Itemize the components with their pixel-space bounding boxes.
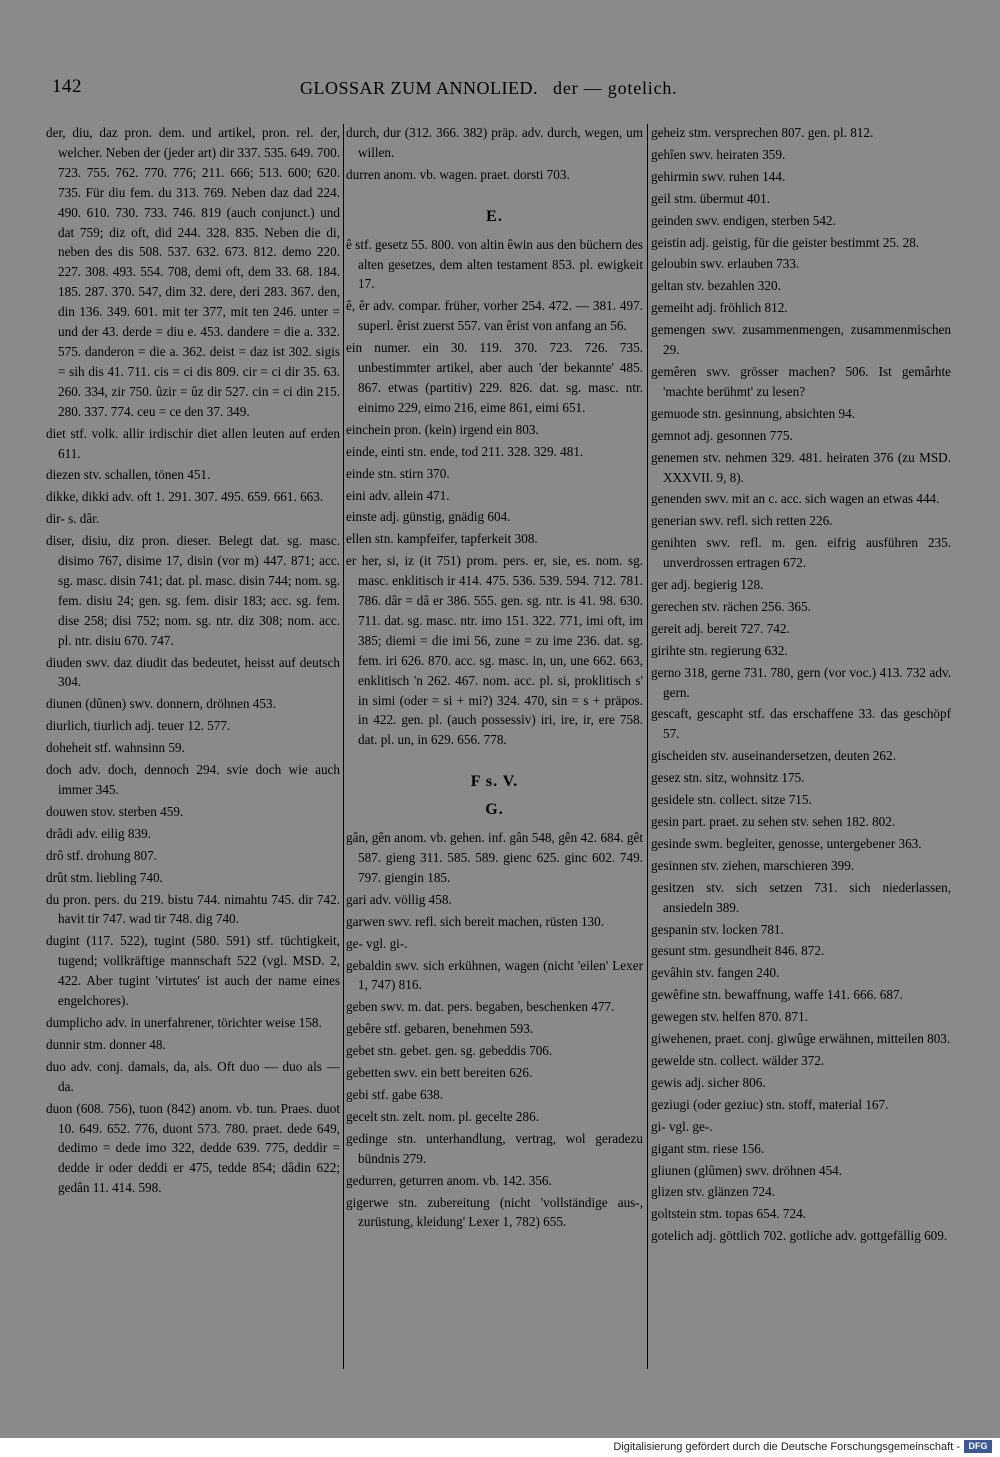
glossary-entry: gebaldin swv. sich erkühnen, wagen (nicht 'eilen' Lexer 1, 747) 816. — [346, 957, 643, 993]
glossary-entry: ê stf. gesetz 55. 800. von altin êwin aus den büchern des alten gesetzes, dem alten testament 853. pl. ewigkeit 17. — [346, 236, 643, 292]
glossary-entry: gesitzen stv. sich setzen 731. sich niederlassen, ansiedeln 389. — [651, 879, 951, 915]
glossary-entry: diezen stv. schallen, tönen 451. — [46, 467, 211, 483]
glossary-entry: generian swv. refl. sich retten 226. — [651, 513, 833, 529]
glossary-entry: einde, einti stn. ende, tod 211. 328. 329. 481. — [346, 443, 584, 459]
glossary-entry: gewêfine stn. bewaffnung, waffe 141. 666. 687. — [651, 987, 903, 1003]
section-letter-e: E. — [486, 207, 503, 225]
glossary-entry: gesin part. praet. zu sehen stv. sehen 182. 802. — [651, 814, 896, 829]
glossary-entry: gemengen swv. zusammenmengen, zusammenmischen 29. — [651, 322, 951, 358]
glossary-entry: gari adv. völlig 458. — [346, 891, 452, 907]
glossary-entry: gemêren swv. grösser machen? 506. Ist gemârhte 'machte berühmt' zu lesen? — [651, 363, 951, 399]
glossary-entry: gesinde swm. begleiter, genosse, untergebener 363. — [651, 835, 922, 851]
column-divider — [647, 124, 648, 1369]
glossary-entry: duon (608. 756), tuon (842) anom. vb. tun. Praes. duot 10. 649. 652. 776, duont 573. 780. praet. dede 649, dedimo = dede imo 322, dedde 639. 775, deddir = dedde ir oder deddi er 475, tedde 854; dâdin 622; gedân 11. 414. 598. — [46, 1100, 340, 1196]
glossary-entry: gesez stn. sitz, wohnsitz 175. — [651, 770, 805, 786]
glossary-entry: gehîen swv. heiraten 359. — [651, 146, 786, 162]
glossary-entry: gebêre stf. gebaren, benehmen 593. — [346, 1021, 534, 1037]
glossary-entry: der, diu, daz pron. dem. und artikel, pron. rel. der, welcher. Neben der (jeder art) dir 337. 535. 649. 700. 723. 755. 762. 770. 776; 211. 666; 513. 600; 620. 735. Für diu fem. du 313. 769. Neben daz dad 224. 490. 610. 730. 733. 746. 819 (auch conjunct.) und dat 759; diz oft, did 244. 328. 835. Neben die di, neben des dis 508. 537. 632. 673. 812. demo 220. 227. 308. 493. 554. 708, demi oft, dem 33. 68. 184. 185. 287. 370. 547, dim 32. dere, deri 283. 367. den, din 136. 349. 601. mit ter 377, mit ten 246. unter = und der 43. derde = diu e. 453. dandere = die a. 332. 575. danderon = die a. 362. deist = daz ist 302. sigis = sih dis 41. 711. cis = ci dis 809. cir = ci dir 35. 63. 260. 334, zir 750. ûzir = ûz dir 527. cin = ci din 215. 280. 337. 774. ceu = ce den 37. 349. — [46, 125, 340, 419]
glossary-entry: gevâhin stv. fangen 240. — [651, 965, 780, 981]
glossary-entry: gliunen (glûmen) swv. dröhnen 454. — [651, 1162, 843, 1178]
glossary-entry: gi- vgl. ge-. — [651, 1118, 713, 1134]
glossary-entry: einchein pron. (kein) irgend ein 803. — [346, 421, 539, 437]
glossary-entry: gischeiden stv. auseinandersetzen, deuten 262. — [651, 748, 896, 764]
glossary-entry: durch, dur (312. 366. 382) präp. adv. durch, wegen, um willen. — [346, 125, 643, 160]
glossary-entry: dir- s. dâr. — [46, 511, 100, 527]
entries-d-continued — [346, 123, 643, 185]
glossary-entry: ê, êr adv. compar. früher, vorher 254. 472. — 381. 497. superl. êrist zuerst 557. van êrist von anfang an 56. — [346, 298, 643, 334]
glossary-column-1 — [46, 123, 340, 1200]
glossary-entry: drô stf. drohung 807. — [46, 847, 157, 863]
glossary-entry: genihten swv. refl. m. gen. eifrig ausführen 235. unverdrossen ertragen 672. — [651, 535, 951, 571]
glossary-entry: einde stn. stirn 370. — [346, 465, 450, 481]
glossary-entry: doch adv. doch, dennoch 294. svie doch wie auch immer 345. — [46, 762, 340, 797]
running-header — [40, 72, 960, 102]
glossary-entry: dugint (117. 522), tugint (580. 591) stf. tüchtigkeit, tugend; vollkräftige mannschaft 522 (vgl. MSD. 2, 422. Aber tugint 'virtutes' ist auch der name eines engelchores). — [46, 933, 340, 1009]
glossary-entry: einste adj. günstig, gnädig 604. — [346, 509, 511, 525]
glossary-entry: girihte stn. regierung 632. — [651, 642, 788, 658]
glossary-entry: dumplicho adv. in unerfahrener, törichter weise 158. — [46, 1014, 322, 1030]
glossary-entry: gotelich adj. göttlich 702. gotliche adv. gottgefällig 609. — [651, 1228, 948, 1244]
glossary-entry: gesinnen stv. ziehen, marschieren 399. — [651, 857, 855, 873]
glossary-entry: ge- vgl. gi-. — [346, 935, 408, 951]
column-divider — [343, 124, 344, 1369]
glossary-entry: gespanin stv. locken 781. — [651, 921, 784, 937]
glossary-entry: dikke, dikki adv. oft 1. 291. 307. 495. 659. 661. 663. — [46, 489, 324, 505]
glossary-entry: ellen stn. kampfeifer, tapferkeit 308. — [346, 531, 538, 547]
glossary-entry: doheheit stf. wahnsinn 59. — [46, 740, 185, 756]
glossary-entry: geben swv. m. dat. pers. begaben, beschenken 477. — [346, 999, 615, 1015]
section-letter-g: G. — [485, 801, 504, 819]
glossary-entry: genenden swv. mit an c. acc. sich wagen an etwas 444. — [651, 491, 940, 507]
glossary-column-2 — [346, 123, 643, 1234]
glossary-entry: douwen stov. sterben 459. — [46, 803, 184, 819]
glossary-entry: drâdi adv. eilig 839. — [46, 825, 151, 841]
glossary-entry: gigant stm. riese 156. — [651, 1140, 765, 1156]
glossary-entry: gigerwe stn. zubereitung (nicht 'vollständige aus-, zurüstung, kleidung' Lexer 1, 782) 655. — [346, 1194, 643, 1230]
section-letter-f: F s. V. — [470, 773, 519, 791]
glossary-entry: diet stf. volk. allir irdischir diet allen leuten auf erden 611. — [46, 425, 340, 461]
glossary-entry: geistin adj. geistig, für die geister bestimmt 25. 28. — [651, 234, 920, 250]
glossary-entry: goltstein stm. topas 654. 724. — [651, 1206, 806, 1222]
glossary-entry: gemuode stn. gesinnung, absichten 94. — [651, 405, 856, 421]
glossary-entry: gerno 318, gerne 731. 780, gern (vor voc.) 413. 732 adv. gern. — [651, 664, 951, 700]
glossary-column-3 — [651, 123, 951, 1248]
glossary-entry: diunen (dûnen) swv. donnern, dröhnen 453. — [46, 696, 276, 712]
glossary-entry: ger adj. begierig 128. — [651, 577, 764, 593]
glossary-entry: durren anom. vb. wagen. praet. dorsti 703. — [346, 166, 570, 182]
header-range: der — gotelich. — [553, 78, 678, 98]
glossary-entry: diuden swv. daz diudit das bedeutet, heisst auf deutsch 304. — [46, 654, 340, 690]
glossary-entry: gebet stn. gebet. gen. sg. gebeddis 706. — [346, 1043, 553, 1059]
glossary-entry: gescaft, gescapht stf. das erschaffene 33. das geschöpf 57. — [651, 706, 951, 742]
glossary-entry: geinden swv. endigen, sterben 542. — [651, 212, 836, 228]
glossary-entry: gemeiht adj. fröhlich 812. — [651, 300, 788, 316]
glossary-entry: glizen stv. glänzen 724. — [651, 1184, 776, 1200]
digitization-footer — [0, 1438, 1000, 1457]
glossary-entry: du pron. pers. du 219. bistu 744. nimahtu 745. dir 742. havit tir 747. wad tir 748. dig 740. — [46, 891, 340, 927]
glossary-entry: geloubin swv. erlauben 733. — [651, 256, 800, 272]
glossary-entry: gereit adj. bereit 727. 742. — [651, 620, 790, 636]
glossary-entry: geil stm. übermut 401. — [651, 190, 771, 206]
glossary-entry: ein numer. ein 30. 119. 370. 723. 726. 735. unbestimmter artikel, aber auch 'der bekannte' 485. 867. etwas (partitiv) 229. 826. dat. sg. masc. ntr. einimo 229, eimo 216, eime 861, eimi 651. — [346, 340, 643, 415]
glossary-entry: gedinge stn. unterhandlung, vertrag, wol geradezu bündnis 279. — [346, 1130, 643, 1166]
header-title: GLOSSAR ZUM ANNOLIED. — [300, 78, 539, 98]
entries-g — [346, 828, 643, 1232]
glossary-entry: duo adv. conj. damals, da, als. Oft duo — duo als — da. — [46, 1058, 340, 1094]
dfg-logo: DFG — [964, 1440, 992, 1453]
glossary-entry: gehirmin swv. ruhen 144. — [651, 168, 786, 184]
glossary-entry: diurlich, tiurlich adj. teuer 12. 577. — [46, 718, 231, 734]
glossary-entry: gecelt stn. zelt. nom. pl. gecelte 286. — [346, 1108, 539, 1124]
glossary-entry: gesidele stn. collect. sitze 715. — [651, 792, 812, 808]
glossary-entry: eini adv. allein 471. — [346, 487, 450, 503]
footer-text: Digitalisierung gefördert durch die Deutsche Forschungsgemeinschaft - — [613, 1441, 960, 1453]
glossary-entry: gerechen stv. rächen 256. 365. — [651, 598, 811, 614]
glossary-entry: gewegen stv. helfen 870. 871. — [651, 1009, 808, 1025]
glossary-entry: genemen stv. nehmen 329. 481. heiraten 376 (zu MSD. XXXVII. 9, 8). — [651, 449, 951, 485]
glossary-entry: garwen swv. refl. sich bereit machen, rüsten 130. — [346, 913, 605, 929]
glossary-entry: geziugi (oder geziuc) stn. stoff, material 167. — [651, 1096, 889, 1112]
glossary-entry: gewis adj. sicher 806. — [651, 1074, 766, 1090]
glossary-entry: diser, disiu, diz pron. dieser. Belegt dat. sg. masc. disimo 767, disime 17, disin (vor m) 447. 871; acc. sg. masc. disin 741; dat. pl. masc. disin 744; nom. sg. fem. disiu 24; gen. sg. fem. disir 183; acc. sg. fem. dise 258; disi 752; nom. sg. ntr. diz 308; nom. acc. pl. ntr. disiu 670. 747. — [46, 533, 340, 648]
page-number: 142 — [52, 76, 82, 97]
glossary-entry: dunnir stm. donner 48. — [46, 1036, 166, 1052]
entries-e — [346, 235, 643, 751]
glossary-entry: giwehenen, praet. conj. giwûge erwähnen, mitteilen 803. — [651, 1031, 951, 1047]
glossary-entry: gewelde stn. collect. wälder 372. — [651, 1052, 825, 1068]
glossary-entry: gebetten swv. ein bett bereiten 626. — [346, 1065, 533, 1081]
glossary-entry: geheiz stm. versprechen 807. gen. pl. 812. — [651, 125, 874, 140]
glossary-entry: gebi stf. gabe 638. — [346, 1086, 444, 1102]
glossary-entry: er her, si, iz (it 751) prom. pers. er, sie, es. nom. sg. masc. enklitisch ir 414. 475. 536. 539. 594. 712. 781. 786. dâr = dâ er 386. 555. gen. sg. ntr. is 41. 98. 630. 711. dat. sg. masc. ntr. imo 151. 322. 771, imi oft, im 385; diemi = die imi 56, zune = zu ime 236. dat. sg. fem. iri 626. 870. acc. sg. masc. in, un, une 662. 663, enklitisch 'n 262. 467. nom. acc. pl. si, proklitisch s' in simi (oder = si + mi?) 324. 470, sin = s + präpos. in 422. gen. pl. (auch possessiv) iri, ire, ir, ere 758. dat. pl. un, in 629. 656. 778. — [346, 553, 643, 748]
glossary-entry: gân, gên anom. vb. gehen. inf. gân 548, gên 42. 684. gêt 587. gieng 311. 585. 589. gienc 625. ginc 602. 749. 797. giengin 185. — [346, 830, 643, 885]
glossary-entry: geltan stv. bezahlen 320. — [651, 278, 781, 294]
glossary-entry: drût stm. liebling 740. — [46, 869, 163, 885]
glossary-entry: gesunt stm. gesundheit 846. 872. — [651, 943, 825, 959]
glossary-entry: gemnot adj. gesonnen 775. — [651, 427, 793, 443]
running-title — [300, 78, 677, 99]
glossary-entry: gedurren, geturren anom. vb. 142. 356. — [346, 1172, 552, 1188]
